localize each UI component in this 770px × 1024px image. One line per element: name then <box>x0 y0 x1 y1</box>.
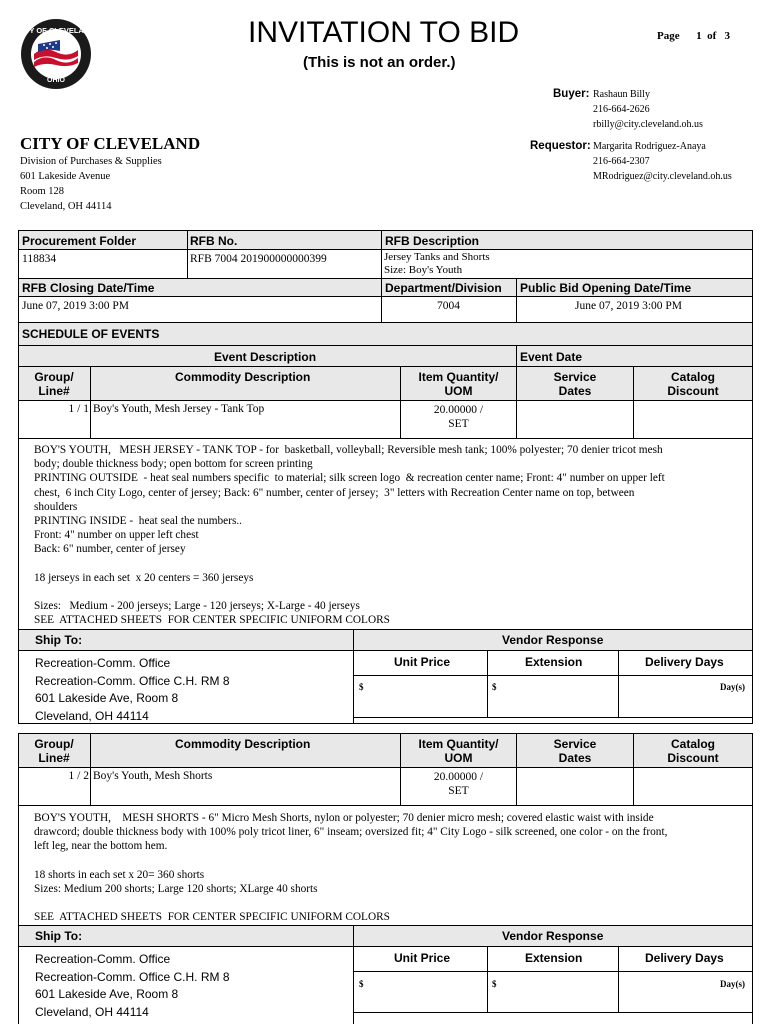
ship-to-address: Recreation-Comm. Office Recreation-Comm. Office C.H. RM 8 601 Lakeside Ave, Room 8 Cleveland, OH 44114 <box>35 952 230 1019</box>
ship-to-address: Recreation-Comm. Office Recreation-Comm. Office C.H. RM 8 601 Lakeside Ave, Room 8 Cleveland, OH 44114 <box>35 656 230 723</box>
requestor-phone: 216-664-2307 <box>593 156 650 167</box>
procurement-folder-label: Procurement Folder <box>22 234 137 248</box>
col-quantity: Item Quantity/ UOM <box>418 370 499 398</box>
org-city: Cleveland, OH 44114 <box>20 201 112 212</box>
extension-field[interactable]: $ <box>492 682 497 692</box>
col-quantity: Item Quantity/ UOM <box>418 737 499 765</box>
svg-text:OHIO: OHIO <box>47 77 65 84</box>
closing-date-value: June 07, 2019 3:00 PM <box>22 300 130 312</box>
event-description-label: Event Description <box>214 350 317 364</box>
col-service-dates: Service Dates <box>553 737 597 765</box>
city-seal-logo <box>20 18 92 90</box>
buyer-email[interactable]: rbilly@city.cleveland.oh.us <box>593 119 703 130</box>
unit-price-label: Unit Price <box>394 951 451 965</box>
requestor-name: Margarita Rodriguez-Anaya <box>593 141 706 152</box>
item-description: BOY'S YOUTH, MESH SHORTS - 6" Micro Mesh Shorts, nylon or polyester; 70 denier micro mesh; covered elastic waist with inside drawcord; double thickness body with 100% poly tricot liner, 6" inseam; oversized fit; 4" City Logo - silk screened, one color - on the front, left leg, near the bottom hem. 18 shorts in each set x 20= 360 shorts Sizes: Medium 200 shorts; Large 120 shorts; XLarge 40 shorts SEE ATTACHED SHEETS FOR CENTER SPECIFIC UNIFORM COLORS <box>34 812 668 924</box>
requestor-label: Requestor: <box>530 140 591 152</box>
rfb-description-value: Jersey Tanks and Shorts Size: Boy's Youth <box>384 251 490 276</box>
org-street: 601 Lakeside Avenue <box>20 171 111 182</box>
item-quantity: 20.00000 / SET <box>433 771 484 797</box>
col-group-line: Group/ Line# <box>34 737 74 765</box>
procurement-folder-value: 118834 <box>22 253 57 265</box>
department-label: Department/Division <box>385 281 502 295</box>
extension-label: Extension <box>525 655 583 669</box>
vendor-response-label: Vendor Response <box>502 929 604 943</box>
org-division: Division of Purchases & Supplies <box>20 156 162 167</box>
delivery-days-label: Delivery Days <box>645 951 724 965</box>
col-group-line: Group/ Line# <box>34 370 74 398</box>
item-line-number: 1 / 1 <box>68 403 89 415</box>
org-name: CITY OF CLEVELAND <box>20 134 201 153</box>
department-value: 7004 <box>437 300 460 312</box>
vendor-response-label: Vendor Response <box>502 633 604 647</box>
item-commodity: Boy's Youth, Mesh Shorts <box>93 770 213 782</box>
rfb-description-label: RFB Description <box>385 234 480 248</box>
ship-to-label: Ship To: <box>35 633 83 647</box>
buyer-label: Buyer: <box>553 88 590 100</box>
buyer-name: Rashaun Billy <box>593 89 650 100</box>
col-commodity: Commodity Description <box>175 370 311 384</box>
closing-date-label: RFB Closing Date/Time <box>22 281 155 295</box>
item-description: BOY'S YOUTH, MESH JERSEY - TANK TOP - for basketball, volleyball; Reversible mesh tank; 100% polyester; 70 denier tricot mesh body; double thickness body; open bottom for screen printing PRINTING OUTSIDE - heat seal numbers specific to material; silk screen logo & recreation center name; Front: 4" number on upper left chest, 6 inch City Logo, center of jersey; Back: 6" number, center of jersey; 3" letters with Recreation Center name on top, between shoulders PRINTING INSIDE - heat seal the numbers.. Front: 4" number on upper left chest Back: 6" number, center of jersey 18 jerseys in each set x 20 centers = 360 jerseys Sizes: Medium - 200 jerseys; Large - 120 jerseys; X-Large - 40 jerseys SEE ATTACHED SHEETS FOR CENTER SPECIFIC UNIFORM COLORS <box>34 444 665 627</box>
item-quantity: 20.00000 / SET <box>433 404 484 430</box>
delivery-days-field[interactable]: Day(s) <box>720 979 745 989</box>
event-date-label: Event Date <box>520 350 583 364</box>
buyer-phone: 216-664-2626 <box>593 104 650 115</box>
document-subtitle: (This is not an order.) <box>303 54 456 71</box>
unit-price-field[interactable]: $ <box>359 682 364 692</box>
unit-price-field[interactable]: $ <box>359 979 364 989</box>
ship-to-label: Ship To: <box>35 929 83 943</box>
page-indicator: Page 1 of 3 <box>657 30 731 42</box>
rfb-no-label: RFB No. <box>190 234 238 248</box>
extension-label: Extension <box>525 951 583 965</box>
delivery-days-label: Delivery Days <box>645 655 724 669</box>
schedule-of-events-label: SCHEDULE OF EVENTS <box>22 327 160 341</box>
svg-text:CITY OF CLEVELAND: CITY OF CLEVELAND <box>20 26 92 35</box>
item-commodity: Boy's Youth, Mesh Jersey - Tank Top <box>93 403 265 415</box>
document-title: INVITATION TO BID <box>248 16 520 49</box>
col-catalog-discount: Catalog Discount <box>667 370 719 398</box>
bid-opening-label: Public Bid Opening Date/Time <box>520 281 692 295</box>
org-room: Room 128 <box>20 186 65 197</box>
col-catalog-discount: Catalog Discount <box>667 737 719 765</box>
delivery-days-field[interactable]: Day(s) <box>720 682 745 692</box>
requestor-email[interactable]: MRodriguez@city.cleveland.oh.us <box>593 171 732 182</box>
rfb-no-value: RFB 7004 201900000000399 <box>190 253 327 265</box>
item-line-number: 1 / 2 <box>68 770 89 782</box>
col-service-dates: Service Dates <box>553 370 597 398</box>
col-commodity: Commodity Description <box>175 737 311 751</box>
extension-field[interactable]: $ <box>492 979 497 989</box>
unit-price-label: Unit Price <box>394 655 451 669</box>
bid-opening-value: June 07, 2019 3:00 PM <box>575 300 683 312</box>
